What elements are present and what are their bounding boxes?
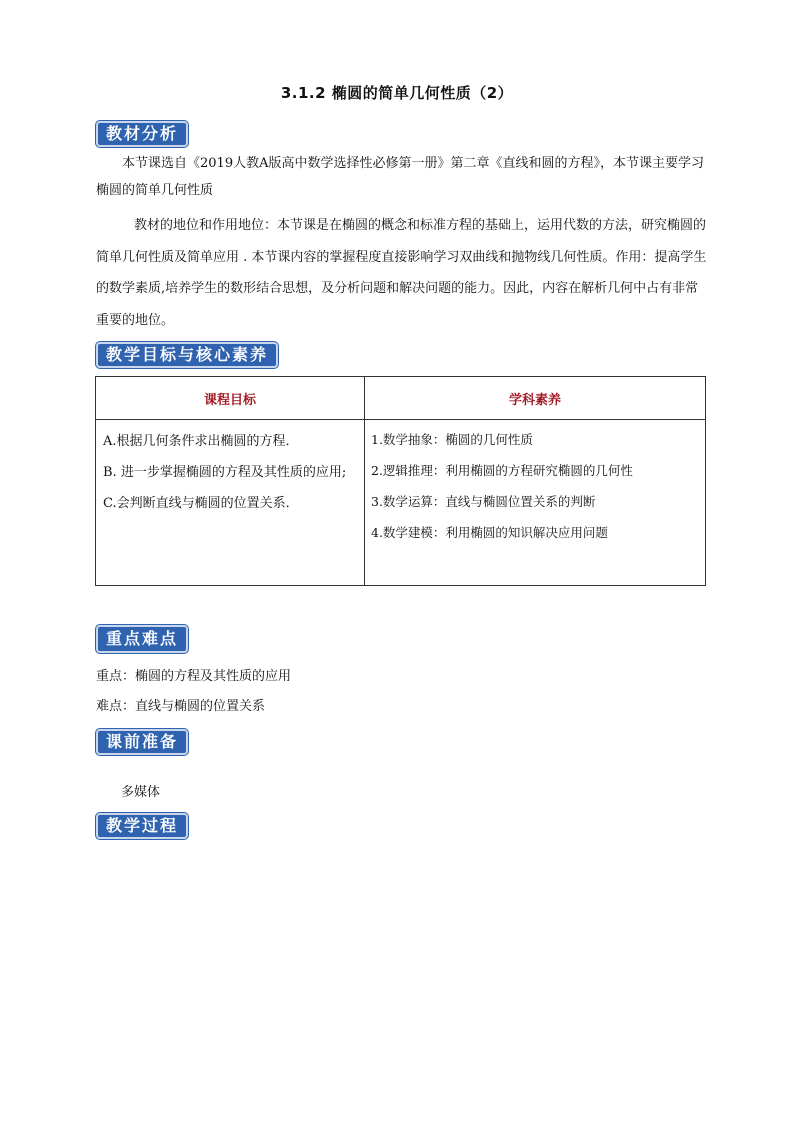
section-heading-goals: 教学目标与核心素养	[96, 342, 278, 368]
goals-table	[95, 376, 706, 586]
difficult-point-text: 难点：直线与椭圆的位置关系	[96, 699, 266, 714]
prep-text: 多媒体	[121, 785, 161, 800]
literacy-item: 1.数学抽象：椭圆的几何性质	[371, 432, 533, 447]
section-heading-process: 教学过程	[96, 813, 188, 839]
literacy-item: 2.逻辑推理：利用椭圆的方程研究椭圆的几何性	[371, 463, 633, 478]
material-paragraph-2: 教材的地位和作用地位：本节课是在椭圆的概念和标准方程的基础上，运用代数的方法，研究椭圆的简单几何性质及简单应用 . 本节课内容的掌握程度直接影响学习双曲线和抛物线几何性质。作用：提高学生的数学素质,培养学生的数形结合思想，及分析问题和解决问题的能力。因此，内容在解析几何中占有非常重要的地位。	[96, 218, 707, 328]
goals-header-left: 课程目标	[96, 377, 365, 420]
goals-left-cell	[96, 420, 365, 586]
course-goal-item: A.根据几何条件求出椭圆的方程．	[103, 434, 299, 449]
page-title: 3.1.2 椭圆的简单几何性质（2）	[280, 84, 514, 102]
section-heading-prep: 课前准备	[96, 729, 188, 755]
goals-header-right: 学科素养	[365, 377, 706, 420]
course-goal-item: C.会判断直线与椭圆的位置关系．	[103, 496, 299, 511]
course-goal-item: B. 进一步掌握椭圆的方程及其性质的应用;	[103, 465, 347, 480]
material-paragraph-1: 本节课选自《2019人教A版高中数学选择性必修第一册》第二章《直线和圆的方程》，本节课主要学习椭圆的简单几何性质	[96, 156, 704, 198]
section-heading-material: 教材分析	[96, 121, 188, 147]
literacy-item: 3.数学运算：直线与椭圆位置关系的判断	[371, 494, 596, 509]
literacy-item: 4.数学建模：利用椭圆的知识解决应用问题	[371, 525, 608, 540]
goals-right-cell	[365, 420, 706, 586]
key-point-text: 重点：椭圆的方程及其性质的应用	[96, 669, 292, 684]
section-heading-keypoints: 重点难点	[96, 625, 188, 653]
